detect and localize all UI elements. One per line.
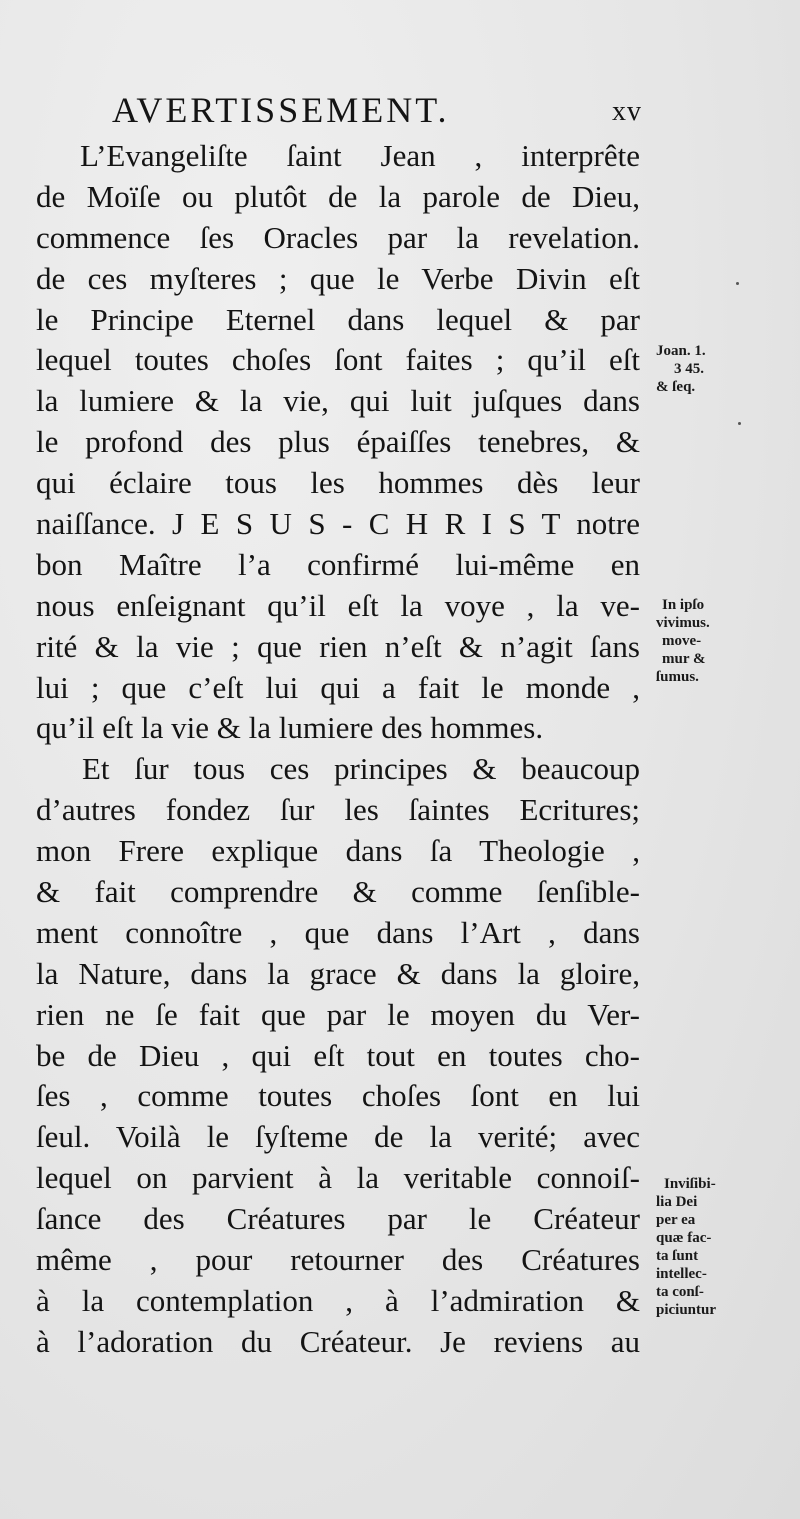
- margin-note-line: & ſeq.: [656, 379, 696, 395]
- text-line: ſes , comme toutes choſes ſont en lui: [36, 1078, 640, 1114]
- text-line: de ces myſteres ; que le Verbe Divin eſt: [36, 260, 640, 296]
- running-title: AVERTISSEMENT.: [112, 90, 450, 130]
- margin-note-line: lia Dei: [656, 1194, 698, 1210]
- margin-note-line: vivimus.: [656, 615, 710, 631]
- margin-note-line: move-: [662, 633, 702, 649]
- text-line: ſance des Créatures par le Créateur: [36, 1201, 640, 1237]
- text-line: qu’il eſt la vie & la lumiere des hommes.: [36, 710, 544, 746]
- text-line: le Principe Eternel dans lequel & par: [36, 301, 640, 337]
- text-line: le profond des plus épaiſſes tenebres, &: [36, 424, 640, 460]
- text-line: de Moïſe ou plutôt de la parole de Dieu,: [36, 178, 640, 214]
- text-line: lui ; que c’eſt lui qui a fait le monde ,: [36, 669, 640, 705]
- page-number: xv: [612, 96, 642, 127]
- text-line: & fait comprendre & comme ſenſible-: [36, 874, 640, 910]
- margin-note-invisibilia: [656, 1175, 766, 1319]
- text-line: rien ne ſe fait que par le moyen du Ver-: [36, 996, 640, 1032]
- text-line: ſeul. Voilà le ſyſteme de la verité; avec: [36, 1119, 640, 1155]
- text-line: qui éclaire tous les hommes dès leur: [36, 465, 640, 501]
- text-line: Et ſur tous ces principes & beaucoup: [82, 751, 640, 787]
- margin-note-line: ta conſ-: [656, 1284, 704, 1300]
- text-line: lequel on parvient à la veritable connoiſ-: [36, 1160, 640, 1196]
- text-line: commence ſes Oracles par la revelation.: [36, 219, 640, 255]
- text-line: la Nature, dans la grace & dans la gloire,: [36, 955, 640, 991]
- body-text: [36, 136, 640, 1363]
- margin-note-line: piciuntur: [656, 1302, 717, 1318]
- margin-note-line: In ipſo: [662, 597, 705, 613]
- text-line: même , pour retourner des Créatures: [36, 1242, 640, 1278]
- text-line: ment connoître , que dans l’Art , dans: [36, 914, 640, 950]
- text-line: la lumiere & la vie, qui luit juſques dans: [36, 383, 640, 419]
- margin-note-line: intellec-: [656, 1266, 707, 1282]
- running-head: [112, 88, 642, 132]
- text-line: mon Frere explique dans ſa Theologie ,: [36, 833, 640, 869]
- text-line: d’autres fondez ſur les ſaintes Ecritures;: [36, 792, 640, 828]
- text-line: lequel toutes choſes ſont faites ; qu’il eſt: [36, 342, 640, 378]
- margin-note-line: 3 45.: [674, 361, 704, 377]
- margin-note-line: quæ fac-: [656, 1230, 712, 1246]
- text-line: rité & la vie ; que rien n’eſt & n’agit ſans: [36, 628, 640, 664]
- margin-note-line: ta ſunt: [656, 1248, 699, 1264]
- paper-speck: [738, 422, 741, 425]
- text-line: L’Evangeliſte ſaint Jean , interprête: [80, 138, 640, 173]
- margin-note-line: mur &: [662, 651, 706, 667]
- text-line: à la contemplation , à l’admiration &: [36, 1282, 640, 1318]
- text-line: nous enſeignant qu’il eſt la voye , la ve-: [36, 587, 640, 623]
- paper-speck: [736, 282, 739, 285]
- margin-note-line: ſumus.: [656, 669, 699, 685]
- text-line: à l’adoration du Créateur. Je reviens au: [36, 1323, 640, 1359]
- text-line: bon Maître l’a confirmé lui-même en: [36, 546, 640, 582]
- margin-note-line: Inviſibi-: [664, 1176, 716, 1192]
- margin-note-joan: [656, 342, 766, 396]
- margin-note-line: Joan. 1.: [656, 343, 706, 359]
- text-line: naiſſance. J E S U S - C H R I S T notre: [36, 506, 640, 542]
- text-line: be de Dieu , qui eſt tout en toutes cho-: [36, 1037, 640, 1073]
- margin-note-line: per ea: [656, 1212, 696, 1228]
- margin-note-in-ipso: [656, 596, 772, 686]
